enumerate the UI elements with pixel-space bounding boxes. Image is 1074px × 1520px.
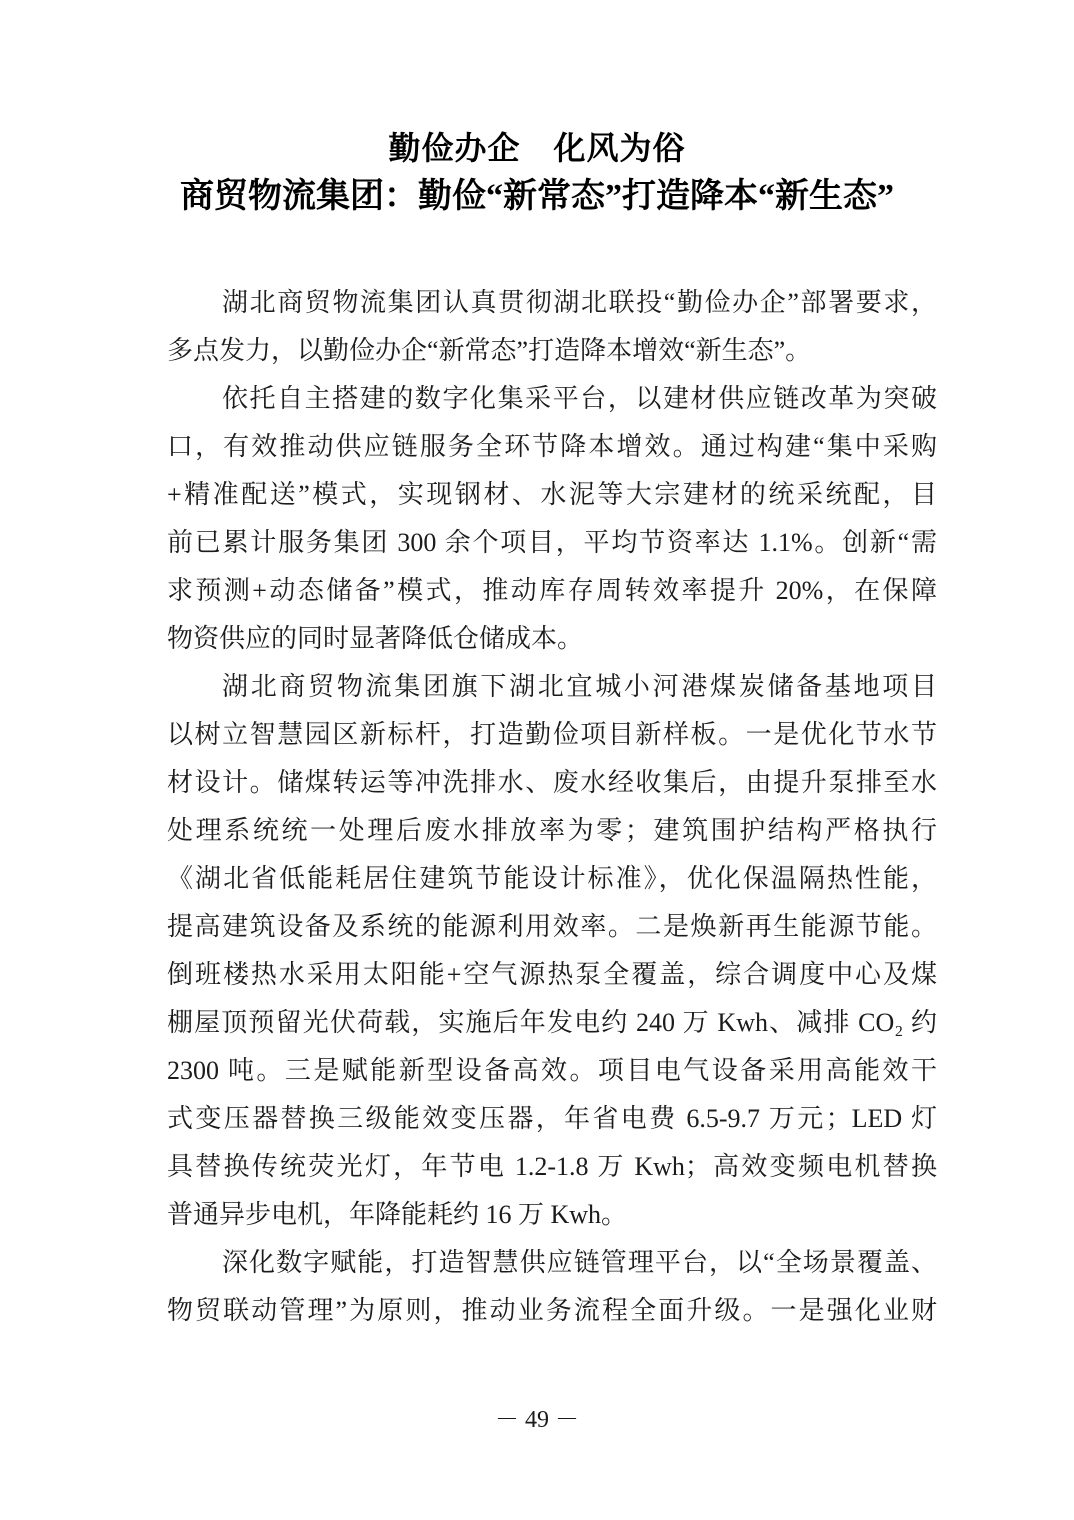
paragraph bbox=[167, 279, 937, 375]
text-line: +精准配送”模式，实现钢材、水泥等大宗建材的统采统配，目 bbox=[167, 480, 937, 509]
text-line: 式变压器替换三级能效变压器，年省电费 6.5-9.7 万元；LED 灯 bbox=[167, 1104, 937, 1133]
document-title bbox=[0, 124, 1074, 222]
text-line: 求预测+动态储备”模式，推动库存周转效率提升 20%，在保障 bbox=[167, 576, 937, 605]
document-title-line2: 商贸物流集团：勤俭“新常态”打造降本“新生态” bbox=[180, 178, 894, 215]
page-number: － 49 － bbox=[495, 1407, 579, 1433]
text-line: 《湖北省低能耗居住建筑节能设计标准》，优化保温隔热性能， bbox=[167, 864, 937, 893]
text-line: 棚屋顶预留光伏荷载，实施后年发电约 240 万 Kwh、减排 CO₂ 约 bbox=[167, 1008, 937, 1037]
text-line: 处理系统统一处理后废水排放率为零；建筑围护结构严格执行 bbox=[167, 816, 937, 845]
text-line: 依托自主搭建的数字化集采平台，以建材供应链改革为突破 bbox=[222, 384, 937, 413]
text-line: 湖北商贸物流集团认真贯彻湖北联投“勤俭办企”部署要求， bbox=[222, 288, 937, 317]
document-title-line1: 勤俭办企 化风为俗 bbox=[388, 130, 686, 166]
paragraph bbox=[167, 663, 937, 1239]
text-line: 倒班楼热水采用太阳能+空气源热泵全覆盖，综合调度中心及煤 bbox=[167, 960, 937, 989]
text-line: 普通异步电机，年降能耗约 16 万 Kwh。 bbox=[167, 1200, 628, 1229]
text-line: 湖北商贸物流集团旗下湖北宜城小河港煤炭储备基地项目 bbox=[222, 672, 937, 701]
text-line: 前已累计服务集团 300 余个项目，平均节资率达 1.1%。创新“需 bbox=[167, 528, 937, 557]
paragraph bbox=[167, 375, 937, 663]
paragraph bbox=[167, 1239, 937, 1335]
text-line: 具替换传统荧光灯，年节电 1.2-1.8 万 Kwh；高效变频电机替换 bbox=[167, 1152, 937, 1181]
text-line: 物贸联动管理”为原则，推动业务流程全面升级。一是强化业财 bbox=[167, 1296, 937, 1325]
text-line: 多点发力，以勤俭办企“新常态”打造降本增效“新生态”。 bbox=[167, 336, 812, 365]
text-line: 材设计。储煤转运等冲洗排水、废水经收集后，由提升泵排至水 bbox=[167, 768, 937, 797]
text-line: 提高建筑设备及系统的能源利用效率。二是焕新再生能源节能。 bbox=[167, 912, 937, 941]
text-line: 口，有效推动供应链服务全环节降本增效。通过构建“集中采购 bbox=[167, 432, 937, 461]
text-line: 物资供应的同时显著降低仓储成本。 bbox=[167, 624, 584, 653]
text-line: 以树立智慧园区新标杆，打造勤俭项目新样板。一是优化节水节 bbox=[167, 720, 937, 749]
document-body bbox=[167, 279, 937, 1335]
text-line: 深化数字赋能，打造智慧供应链管理平台，以“全场景覆盖、 bbox=[222, 1248, 937, 1277]
text-line: 2300 吨。三是赋能新型设备高效。项目电气设备采用高能效干 bbox=[167, 1056, 937, 1085]
